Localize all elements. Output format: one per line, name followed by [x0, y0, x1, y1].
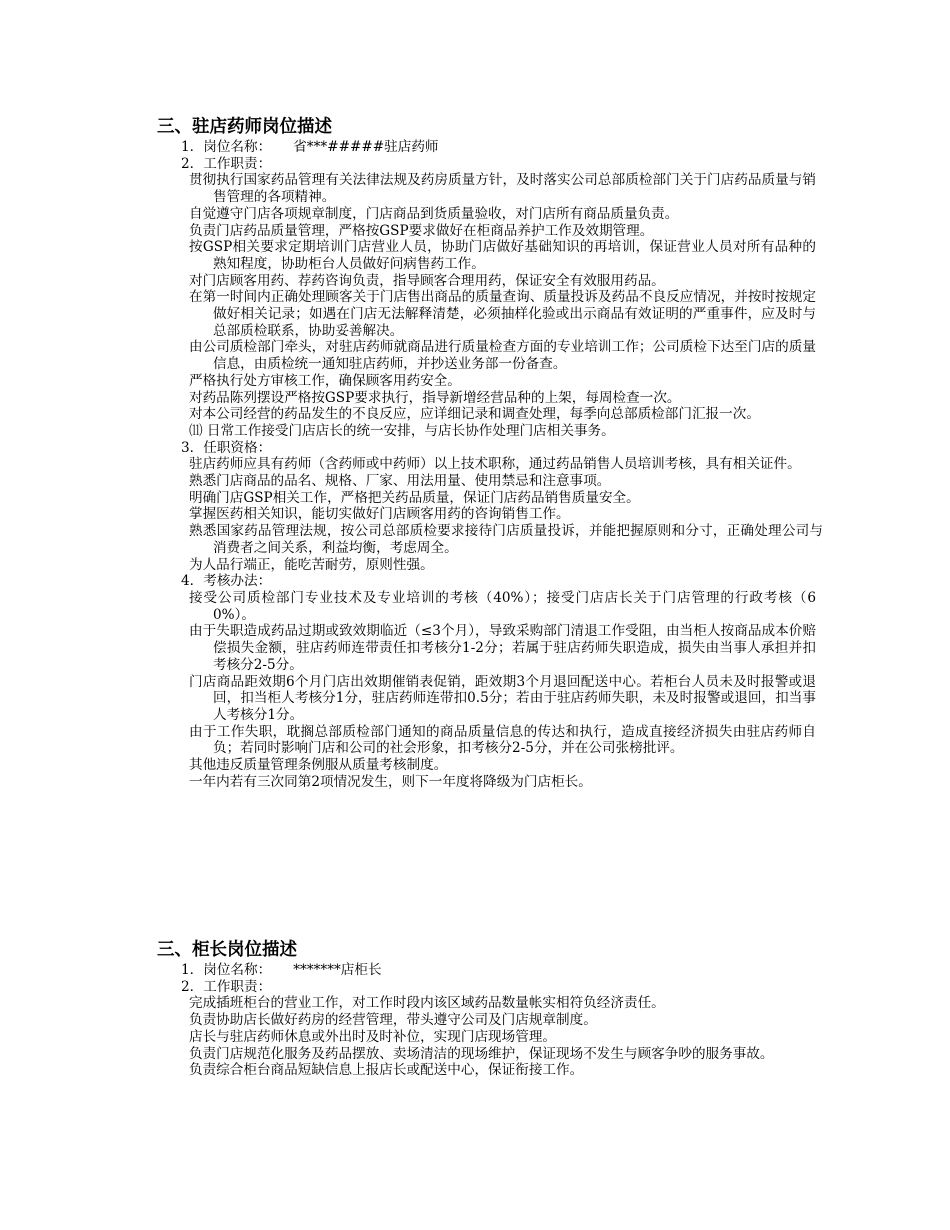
qualifications-label: 3．任职资格： [181, 439, 272, 456]
duty-item: 在第一时间内正确处理顾客关于门店售出商品的质量查询、质量投诉及药品不良反应情况，并按时按规定做好相关记录；如遇在门店无法解释清楚，必须抽样化验或出示商品有效证明的严重事件，应及时与总部质检联系，协助妥善解决。 [189, 289, 816, 339]
qualification-item: 掌握医药相关知识，能切实做好门店顾客用药的咨询销售工作。 [189, 506, 570, 523]
duty-item: 严格执行处方审核工作，确保顾客用药安全。 [189, 372, 461, 389]
duty-item: 负责门店药品质量管理，严格按GSP要求做好在柜商品养护工作及效期管理。 [189, 222, 654, 239]
position-name-line [181, 139, 950, 156]
duty-item: 负责协助店长做好药房的经营管理，带头遵守公司及门店规章制度。 [189, 1012, 597, 1029]
duty-item: 完成插班柜台的营业工作，对工作时段内该区域药品数量帐实相符负经济责任。 [189, 995, 665, 1012]
position-name-value: *******店柜长 [293, 962, 382, 978]
qualification-item: 熟悉门店商品的品名、规格、厂家、用法用量、使用禁忌和注意事项。 [189, 473, 611, 490]
position-name-value: 省***#####驻店药师 [293, 139, 439, 155]
assessment-item: 其他违反质量管理条例服从质量考核制度。 [189, 757, 448, 774]
duties-label: 2．工作职责： [181, 978, 272, 995]
assessment-item: 一年内若有三次同第2项情况发生，则下一年度将降级为门店柜长。 [189, 773, 592, 790]
assessment-item: 由于工作失职，耽搁总部质检部门通知的商品质量信息的传达和执行，造成直接经济损失由驻店药师自负；若同时影响门店和公司的社会形象，扣考核分2-5分，并在公司张榜批评。 [189, 723, 816, 757]
qualification-item: 为人品行端正，能吃苦耐劳，原则性强。 [189, 556, 434, 573]
duty-item: 由公司质检部门牵头，对驻店药师就商品进行质量检查方面的专业培训工作；公司质检下达至门店的质量信息，由质检统一通知驻店药师，并抄送业务部一份备查。 [189, 339, 816, 373]
position-name-label: 1．岗位名称： [181, 962, 272, 978]
pharmacist-section-body [0, 139, 950, 790]
duty-item: ⑾ 日常工作接受门店店长的统一安排，与店长协作处理门店相关事务。 [189, 422, 615, 439]
assessment-item: 接受公司质检部门专业技术及专业培训的考核（40%）；接受门店店长关于门店管理的行政考核（60%）。 [189, 589, 816, 623]
duties-label: 2．工作职责： [181, 155, 272, 172]
duty-item: 负责综合柜台商品短缺信息上报店长或配送中心，保证衔接工作。 [189, 1062, 584, 1079]
assessment-item: 由于失职造成药品过期或致效期临近（≤3个月），导致采购部门清退工作受阻，由当柜人按商品成本价赔偿损失金额，驻店药师连带责任扣考核分1-2分；若属于驻店药师失职造成，损失由当事人承担并扣考核分2-5分。 [189, 623, 816, 673]
duty-item: 对药品陈列摆设严格按GSP要求执行，指导新增经营品种的上架，每周检查一次。 [189, 389, 681, 406]
section-heading-pharmacist: 三、驻店药师岗位描述 [157, 117, 332, 137]
duty-item: 按GSP相关要求定期培训门店营业人员，协助门店做好基础知识的再培训，保证营业人员对所有品种的熟知程度，协助柜台人员做好问病售药工作。 [189, 239, 816, 272]
duty-item: 店长与驻店药师休息或外出时及时补位，实现门店现场管理。 [189, 1028, 557, 1045]
assessment-item: 门店商品距效期6个月门店出效期催销表促销，距效期3个月退回配送中心。若柜台人员未及时报警或退回，扣当柜人考核分1分，驻店药师连带扣0.5分；若由于驻店药师失职，未及时报警或退回，扣当事人考核分1分。 [189, 673, 816, 723]
qualification-item: 熟悉国家药品管理法规，按公司总部质检要求接待门店质量投诉，并能把握原则和分寸，正确处理公司与消费者之间关系，利益均衡，考虑周全。 [189, 523, 823, 556]
assessment-label: 4．考核办法： [181, 573, 272, 590]
section-heading-counter-leader: 三、柜长岗位描述 [157, 940, 297, 960]
counter-leader-section-body [0, 962, 950, 1079]
duty-item: 贯彻执行国家药品管理有关法律法规及药房质量方针，及时落实公司总部质检部门关于门店药品质量与销售管理的各项精神。 [189, 172, 816, 206]
qualification-item: 明确门店GSP相关工作，严格把关药品质量，保证门店药品销售质量安全。 [189, 489, 640, 506]
duty-item: 自觉遵守门店各项规章制度，门店商品到货质量验收，对门店所有商品质量负责。 [189, 205, 679, 222]
duty-item: 对本公司经营的药品发生的不良反应，应详细记录和调查处理，每季向总部质检部门汇报一次。 [189, 406, 760, 423]
duty-item: 负责门店规范化服务及药品摆放、卖场清洁的现场维护，保证现场不发生与顾客争吵的服务事故。 [189, 1045, 774, 1062]
position-name-label: 1．岗位名称： [181, 139, 272, 155]
position-name-line [181, 962, 950, 979]
duty-item: 对门店顾客用药、荐药咨询负责，指导顾客合理用药，保证安全有效服用药品。 [189, 272, 665, 289]
qualification-item: 驻店药师应具有药师（含药师或中药师）以上技术职称，通过药品销售人员培训考核，具有相关证件。 [189, 456, 801, 473]
